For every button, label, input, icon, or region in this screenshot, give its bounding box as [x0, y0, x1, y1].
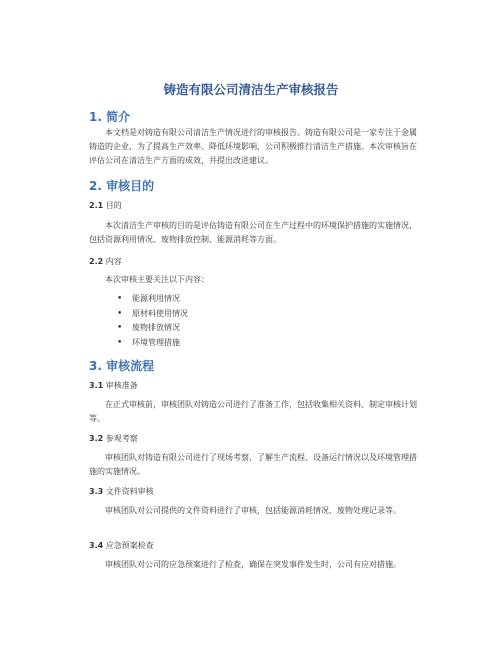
section-heading-intro: [89, 108, 130, 125]
subsection-heading-2-1: [89, 200, 122, 211]
subsection-number: 3.1: [89, 381, 104, 390]
subsection-title: 文件资料审核: [105, 487, 154, 496]
subsection-number: 3.4: [89, 541, 104, 550]
site-visit-paragraph: 审核团队对铸造有限公司进行了现场考察，了解生产流程、设备运行情况以及环境管理措施的实施情况。: [89, 453, 417, 476]
subsection-number: 2.2: [89, 257, 104, 266]
subsection-heading-3-2: [89, 433, 138, 444]
subsection-number: 3.2: [89, 434, 104, 443]
section-title: 简介: [106, 110, 131, 124]
subsection-heading-3-1: [89, 380, 138, 391]
document-review-paragraph: 审核团队对公司提供的文件资料进行了审核，包括能源消耗情况、废物处理记录等。: [105, 506, 401, 515]
section-number: 2.: [89, 179, 102, 193]
preparation-paragraph: 在正式审核前，审核团队对铸造公司进行了准备工作，包括收集相关资料、制定审核计划等。: [89, 400, 417, 423]
content-bullet-list: [117, 292, 188, 350]
subsection-title: 应急预案检查: [105, 541, 154, 550]
intro-paragraph: 本文档是对铸造有限公司清洁生产情况进行的审核报告。铸造有限公司是一家专注于金属铸造的企业，为了提高生产效率、降低环境影响，公司积极推行清洁生产措施。本次审核旨在评估公司在清洁生产方面的成效，并提出改进建议。: [89, 128, 417, 165]
subsection-heading-2-2: [89, 256, 122, 267]
subsection-number: 3.3: [89, 487, 104, 496]
emergency-plan-paragraph: 审核团队对公司的应急预案进行了检查，确保在突发事件发生时，公司有应对措施。: [105, 560, 401, 569]
subsection-title: 审核准备: [105, 381, 138, 390]
subsection-heading-3-4: [89, 540, 154, 551]
subsection-title: 内容: [105, 257, 122, 266]
subsection-heading-3-3: [89, 486, 154, 497]
bullet-icon: •: [117, 308, 123, 319]
document-title: 铸造有限公司清洁生产审核报告: [163, 82, 339, 97]
section-title: 审核目的: [106, 179, 155, 193]
section-heading-purpose: [89, 177, 154, 194]
subsection-title: 参观考察: [105, 434, 138, 443]
list-item: • 原材料使用情况: [117, 307, 188, 322]
list-item: • 废物排放情况: [117, 321, 188, 336]
bullet-icon: •: [117, 337, 123, 348]
content-paragraph: 本次审核主要关注以下内容：: [105, 275, 209, 284]
subsection-title: 目的: [105, 201, 122, 210]
section-number: 3.: [89, 359, 102, 373]
purpose-paragraph: 本次清洁生产审核的目的是评估铸造有限公司在生产过程中的环境保护措施的实施情况，包括资源利用情况、废物排放控制、能源消耗等方面。: [89, 221, 417, 244]
list-item: • 环境管理措施: [117, 336, 188, 351]
list-item: • 能源利用情况: [117, 292, 188, 307]
section-number: 1.: [89, 110, 102, 124]
bullet-icon: •: [117, 294, 123, 304]
bullet-icon: •: [117, 323, 123, 333]
section-heading-process: [89, 357, 154, 374]
subsection-number: 2.1: [89, 201, 104, 210]
section-title: 审核流程: [106, 359, 155, 373]
